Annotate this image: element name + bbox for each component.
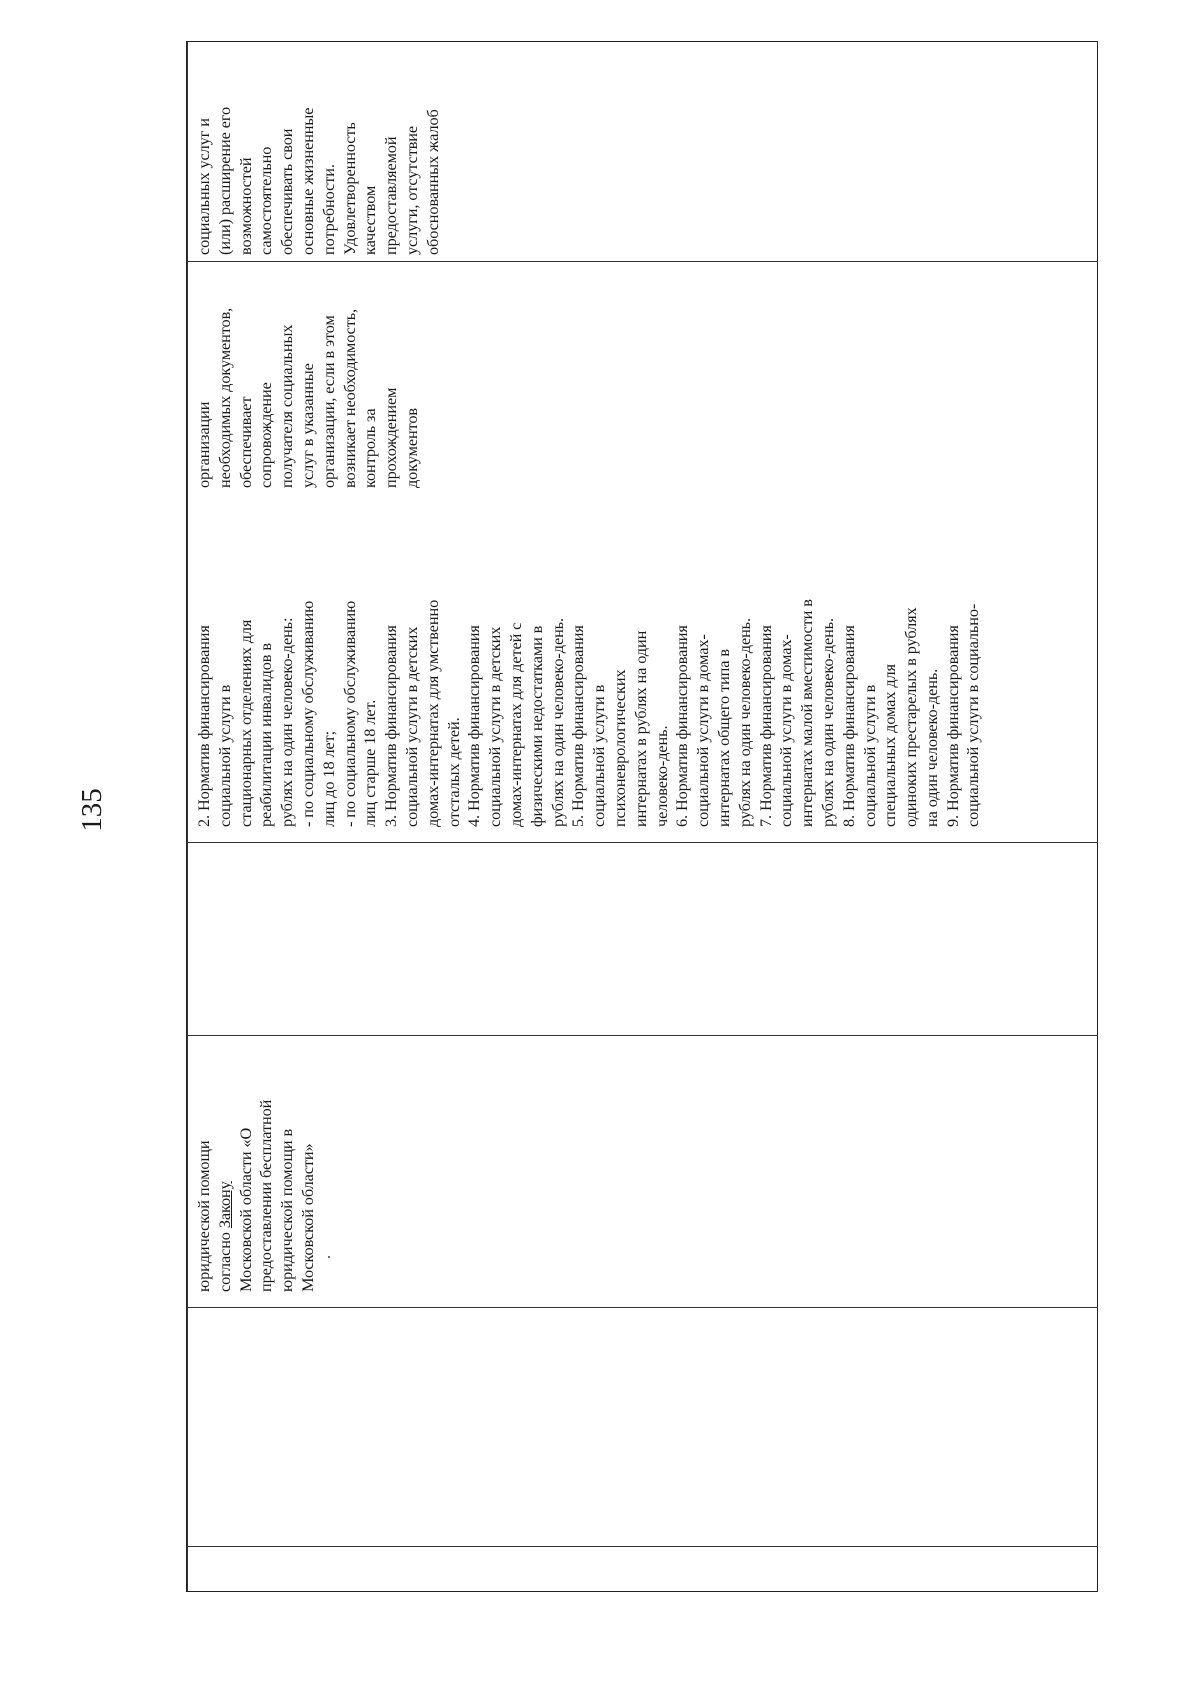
cell-line: реабилитации инвалидов в [256,643,276,827]
page-number: 135 [76,788,108,832]
column-divider [187,42,188,1591]
cell-line: (или) расширение его [214,106,234,255]
cell-line: 9. Норматив финансирования [942,625,962,827]
row-divider [186,261,1098,262]
cell-line: стационарных отделениях для [235,619,255,827]
cell-line: человеко-день. [651,725,671,827]
cell-line: 2. Норматив финансирования [194,625,213,827]
scan-speck [328,1256,330,1258]
cell-line: специальных домах для [880,664,900,827]
cell-line: социальной услуги в детских [485,626,505,827]
cell-line: получателя социальных [277,324,297,488]
cell-line: потребности. [318,164,338,255]
cell-line: физическими недостатками в [526,625,546,827]
cell-line: прохождением [381,387,401,488]
cell-line: Удовлетворенность [339,122,359,255]
financing-norms-cell [194,599,984,827]
cell-line: 6. Норматив финансирования [672,625,692,827]
cell-line: одиноких престарелых в рублях [901,607,921,827]
cell-line: интернатах малой вместимости в [797,599,817,827]
cell-line: 3. Норматив финансирования [381,625,401,827]
cell-line: обеспечивать свои [277,128,297,255]
cell-line: рублях на один человеко-день: [277,617,297,827]
cell-line: юридической помощи [194,1140,213,1292]
cell-line: социальной услуги в [214,684,234,827]
cell-line: Московской области» [297,1143,317,1292]
row-divider [186,842,1098,843]
cell-line: отсталых детей. [443,717,463,827]
cell-line: сопровождение [256,382,276,488]
cell-line: согласно Закону [214,1181,234,1292]
cell-line: социальной услуги в [859,684,879,827]
cell-line: возможностей [235,157,255,255]
cell-line: 4. Норматив финансирования [464,625,484,827]
service-conditions-cell [194,308,423,488]
cell-line: организации, если в этом [318,315,338,488]
cell-line: услуг в указанные [297,363,317,488]
cell-line: организации [194,401,213,488]
cell-line: лиц до 18 лет; [318,730,338,827]
cell-line: услуги, отсутствие [401,125,421,255]
cell-line: необходимых документов, [214,307,234,488]
row-divider [186,1546,1098,1547]
law-link-text: Закону [214,1181,234,1229]
cell-line: обеспечивает [235,396,255,488]
cell-line: качеством [360,185,380,255]
cell-line: рублях на один человеко-день. [734,618,754,827]
service-results-cell [194,107,444,255]
cell-line: предоставлении бесплатной [256,1099,276,1292]
cell-line: социальной услуги в социально- [963,603,983,827]
cell-line: социальной услуги в детских [401,626,421,827]
cell-line: 5. Норматив финансирования [568,625,588,827]
cell-line: интернатах в рублях на один [630,630,650,827]
cell-line: психоневрологических [609,669,629,827]
cell-line: рублях на один человеко-день. [547,618,567,827]
cell-line: предоставляемой [381,136,401,255]
cell-line: интернатах общего типа в [713,649,733,827]
cell-line: - по социальному обслуживанию [297,600,317,827]
cell-line: юридической помощи в [277,1128,297,1292]
row-divider [186,1035,1098,1036]
cell-line: самостоятельно [256,146,276,255]
cell-line: контроль за [360,408,380,488]
cell-line: - по социальному обслуживанию [339,600,359,827]
cell-line: Московской области «О [235,1127,255,1292]
cell-line: 8. Норматив финансирования [838,625,858,827]
cell-line: лиц старше 18 лет. [360,699,380,827]
cell-line: социальной услуги в домах- [776,634,796,827]
legal-basis-cell [194,1100,319,1292]
cell-line: документов [401,407,421,488]
row-divider [186,1307,1098,1308]
cell-line: возникает необходимость, [339,308,359,488]
cell-line: домах-интернатах для детей с [505,622,525,827]
cell-line: на один человеко-день. [921,668,941,827]
cell-line: социальной услуги в домах- [693,634,713,827]
cell-line: 7. Норматив финансирования [755,625,775,827]
cell-line: социальных услуг и [194,118,213,255]
cell-line: рублях на один человеко-день. [817,618,837,827]
cell-line: домах-интернатах для умственно [422,599,442,827]
cell-line: основные жизненные [297,107,317,255]
cell-line: социальной услуги в [589,684,609,827]
cell-line: обоснованных жалоб [422,109,442,255]
